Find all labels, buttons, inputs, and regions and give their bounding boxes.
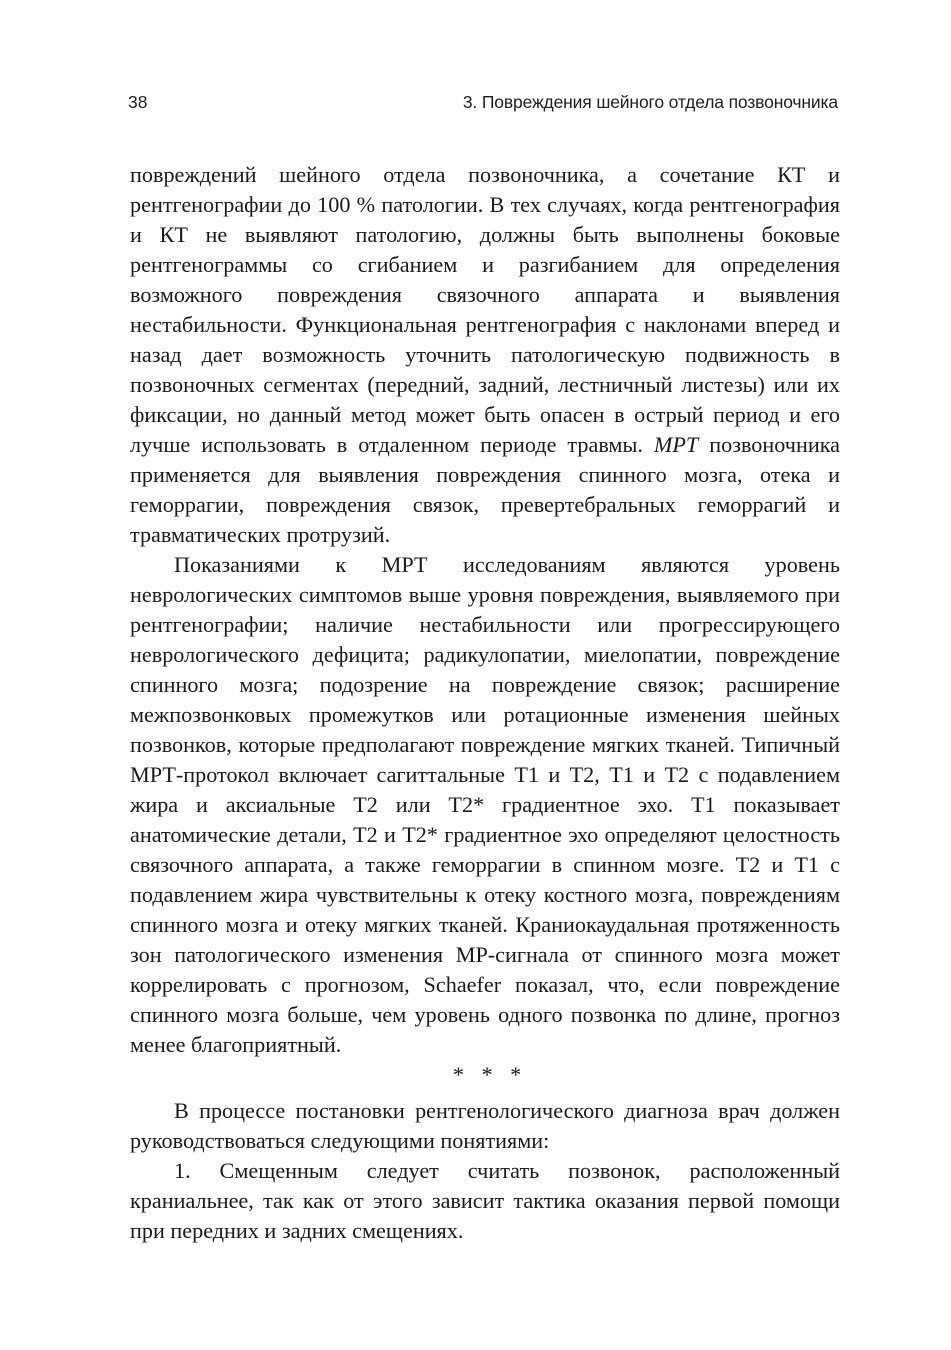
paragraph-mrt-indications: Показаниями к МРТ исследованиям являются уровень неврологических симптомов выше уровня повреждения, выявляемого при рентгенографии; наличие нестабильности или прогрессирующего неврологического дефицита; радикулопатии, миелопатии, повреждение спинного мозга; подозрение на повреждение связок; расширение межпозвонковых промежутков или ротационные изменения шейных позвонков, которые предполагают повреждение мягких тканей. Типичный МРТ-протокол включает сагиттальные Т1 и Т2, Т1 и Т2 с подавлением жира и аксиальные Т2 или Т2* градиентное эхо. Т1 показывает анатомические детали, Т2 и Т2* градиентное эхо определяют целостность связочного аппарата, а также геморрагии в спинном мозге. Т2 и Т1 с подавлением жира чувствительны к отеку костного мозга, повреждениям спинного мозга и отеку мягких тканей. Краниокаудальная протяженность зон патологического изменения МР-сигнала от спинного мозга может коррелировать с прогнозом, Schaefer показал, что, если повреждение спинного мозга больше, чем уровень одного позвонка по длине, прогноз менее благоприятный. (130, 552, 840, 1057)
paragraph-text: повреждений шейного отдела позвоночника, а сочетание КТ и рентгенографии до 100 % патологии. В тех случаях, когда рентгенография и КТ не выявляют патологию, должны быть выполнены боковые рентгенограммы со сгибанием и разгибанием для определения возможного повреждения связочного аппарата и выявления нестабильности. Функциональная рентгенография с наклонами вперед и назад дает возможность уточнить патологическую подвижность в позвоночных сегментах (передний, задний, лестничный листезы) или их фиксации, но данный метод может быть опасен в острый период и его лучше использовать в отдаленном периоде травмы. (130, 162, 840, 457)
paragraph-diagnosis-concepts: В процессе постановки рентгенологического диагноза врач должен руководствоваться следующими понятиями: (130, 1098, 840, 1153)
paragraph-text: позвоночника применяется для выявления повреждения спинного мозга, отека и геморрагии, повреждения связок, превертебральных геморрагий и травматических протрузий. (130, 432, 840, 547)
section-separator: * * * (452, 1062, 528, 1087)
list-item-1: 1. Смещенным следует считать позвонок, расположенный краниальнее, так как от этого зависит тактика оказания первой помощи при передних и задних смещениях. (130, 1158, 840, 1243)
page-number: 38 (128, 92, 148, 112)
page-body (130, 160, 840, 1246)
running-title: 3. Повреждения шейного отдела позвоночника (462, 92, 838, 112)
italic-term-mrt: МРТ (653, 432, 699, 457)
page-header (128, 92, 838, 120)
paragraph-ct-radiography (130, 160, 840, 550)
